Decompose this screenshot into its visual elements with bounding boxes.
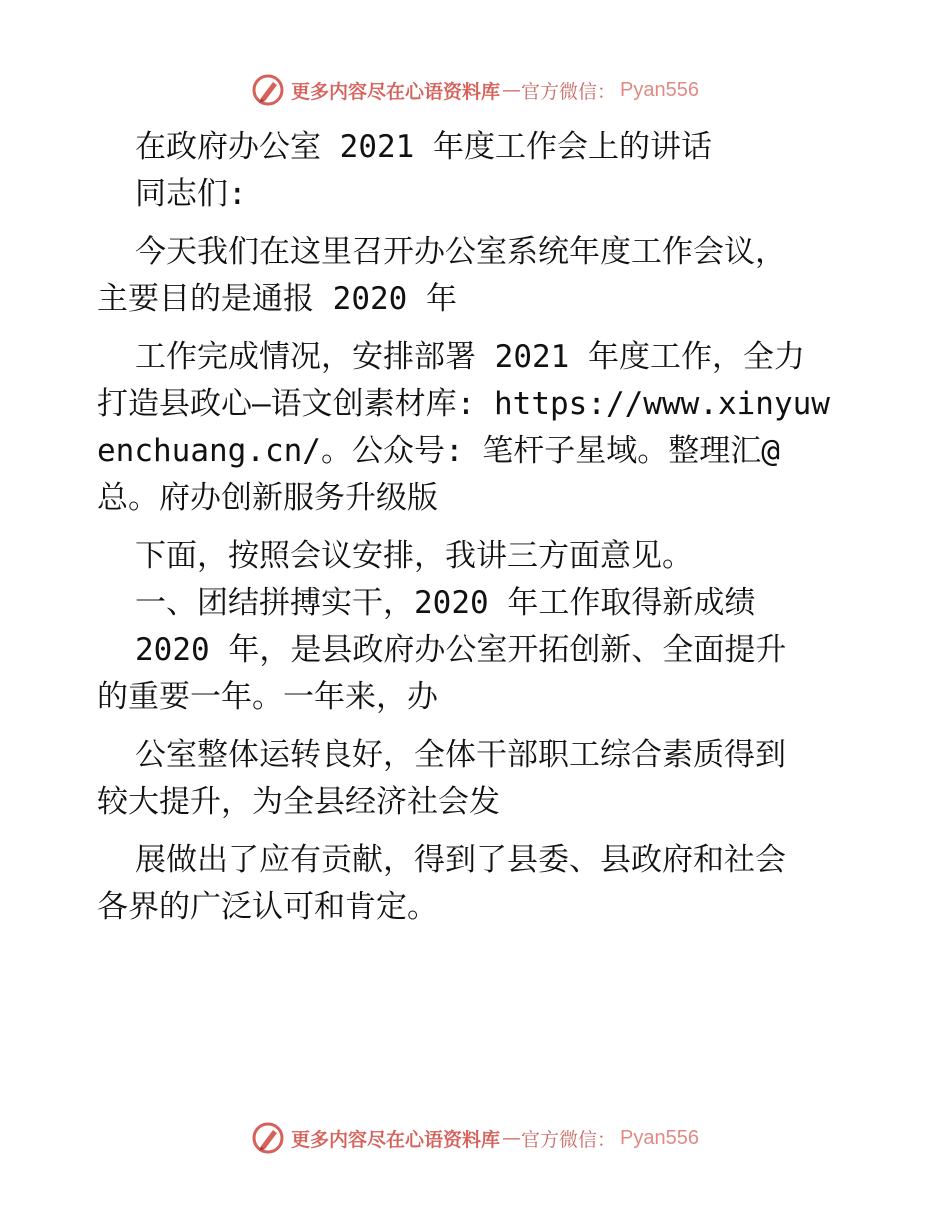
paragraph-line: 各界的广泛认可和肯定。: [97, 889, 438, 925]
paragraph-line: 公室整体运转良好，全体干部职工综合素质得到: [135, 737, 786, 773]
paragraph-line: 2020 年，是县政府办公室开拓创新、全面提升: [135, 632, 787, 668]
pen-logo-icon: [251, 73, 285, 107]
footer-banner: [0, 1118, 950, 1158]
header-wechat-id: Pyan556: [620, 78, 699, 101]
header-banner: [0, 70, 950, 110]
footer-separator: —: [502, 1127, 522, 1149]
paragraph-line: 今天我们在这里召开办公室系统年度工作会议，: [135, 234, 786, 270]
pen-logo-icon: [251, 1121, 285, 1155]
paragraph-line: 较大提升，为全县经济社会发: [97, 784, 500, 820]
paragraph-line: 工作完成情况，安排部署 2021 年度工作，全力: [135, 339, 805, 375]
paragraph-line: enchuang.cn/。公众号: 笔杆子星域。整理汇@: [97, 433, 780, 469]
header-brand-text: 更多内容尽在心语资料库: [291, 80, 501, 103]
paragraph-line: 主要目的是通报 2020 年: [97, 281, 457, 317]
document-greeting: 同志们:: [135, 176, 247, 212]
paragraph-line: 总。府办创新服务升级版: [97, 480, 438, 516]
footer-wechat-id: Pyan556: [620, 1126, 699, 1149]
document-body: [97, 124, 857, 931]
section-heading: 一、团结拼搏实干，2020 年工作取得新成绩: [135, 585, 756, 621]
footer-wechat-label: 官方微信：: [521, 1128, 617, 1151]
paragraph-line: 打造县政心—语文创素材库: https://www.xinyuw: [97, 386, 830, 422]
paragraph-line: 的重要一年。一年来，办: [97, 679, 438, 715]
footer-brand-text: 更多内容尽在心语资料库: [291, 1128, 501, 1151]
header-separator: —: [502, 79, 522, 101]
header-wechat-label: 官方微信：: [521, 80, 617, 103]
paragraph-line: 展做出了应有贡献，得到了县委、县政府和社会: [135, 842, 786, 878]
document-title: 在政府办公室 2021 年度工作会上的讲话: [135, 129, 712, 165]
paragraph-line: 下面，按照会议安排，我讲三方面意见。: [135, 538, 693, 574]
